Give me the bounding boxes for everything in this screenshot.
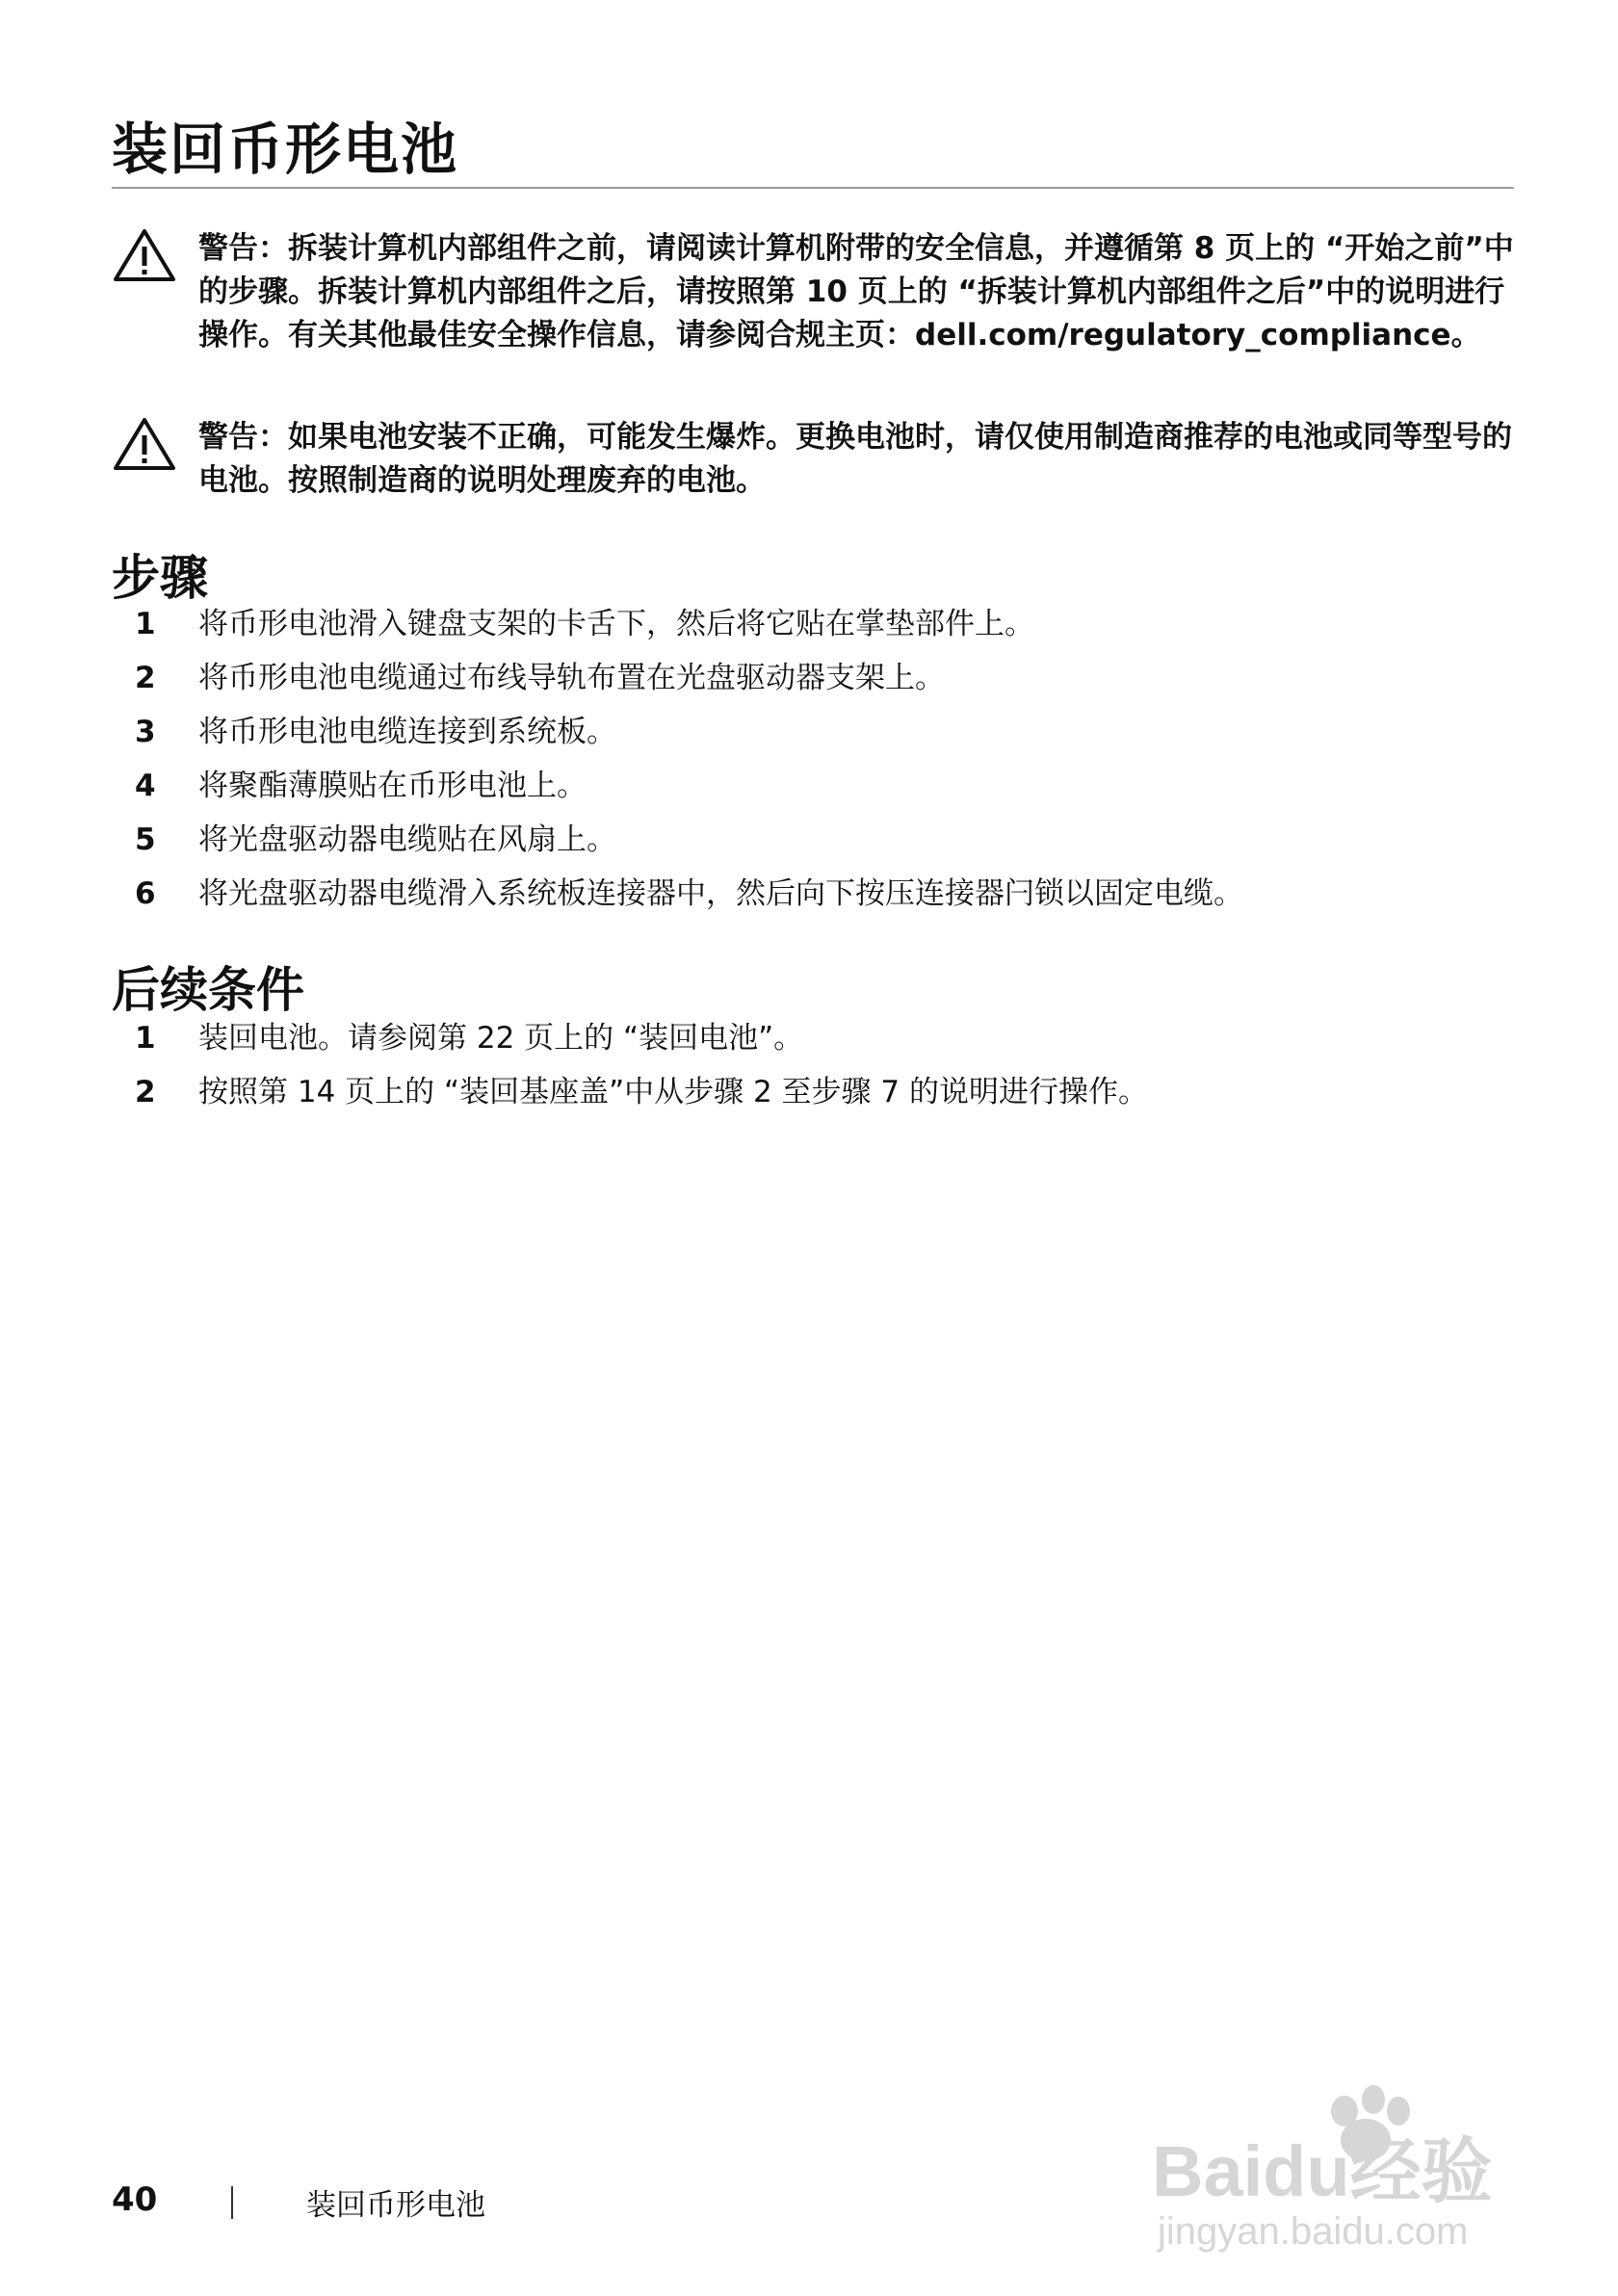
list-item <box>112 1019 1514 1073</box>
step-number: 5 <box>135 822 156 857</box>
step-number: 1 <box>135 607 156 641</box>
list-item <box>112 605 1514 659</box>
procedure-heading: 步骤 <box>112 550 208 606</box>
step-number: 1 <box>135 1021 156 1056</box>
step-text: 将光盘驱动器电缆贴在风扇上。 <box>198 822 616 857</box>
warning-triangle-icon <box>112 227 177 283</box>
step-number: 3 <box>135 715 156 749</box>
step-number: 2 <box>135 661 156 695</box>
list-item <box>112 713 1514 767</box>
watermark-url: jingyan.baidu.com <box>1158 2210 1469 2253</box>
title-divider <box>112 187 1514 189</box>
watermark-brand: Baidu经验 <box>1152 2131 1493 2211</box>
list-item <box>112 821 1514 874</box>
procedure-steps <box>112 605 1514 928</box>
baidu-watermark-logo <box>1152 2061 1537 2254</box>
step-number: 6 <box>135 876 156 911</box>
page-title: 装回币形电池 <box>112 117 459 182</box>
list-item <box>112 659 1514 713</box>
step-number: 2 <box>135 1075 156 1109</box>
footer-section-title: 装回币形电池 <box>306 2188 485 2223</box>
postrequisites-heading: 后续条件 <box>112 962 304 1018</box>
page-number: 40 <box>112 2180 158 2219</box>
warning-triangle-icon <box>112 416 177 472</box>
warning-text: 警告：如果电池安装不正确，可能发生爆炸。更换电池时，请仅使用制造商推荐的电池或同等型号的电池。按照制造商的说明处理废弃的电池。 <box>198 420 1512 498</box>
step-text: 按照第 14 页上的 “装回基座盖”中从步骤 2 至步骤 7 的说明进行操作。 <box>198 1075 1148 1109</box>
step-text: 将币形电池电缆连接到系统板。 <box>198 715 616 749</box>
step-text: 将聚酯薄膜贴在币形电池上。 <box>198 769 587 803</box>
list-item <box>112 874 1514 928</box>
step-text: 装回电池。请参阅第 22 页上的 “装回电池”。 <box>198 1021 804 1056</box>
step-number: 4 <box>135 769 156 803</box>
list-item <box>112 767 1514 821</box>
warning-text: 警告：拆装计算机内部组件之前，请阅读计算机附带的安全信息，并遵循第 8 页上的 “开始之前”中的步骤。拆装计算机内部组件之后，请按照第 10 页上的 “拆装计算机内部组件之后”中的说明进行操作。有关其他最佳安全操作信息，请参阅合规主页：dell.com/regulatory_compliance。 <box>198 231 1514 352</box>
step-text: 将币形电池滑入键盘支架的卡舌下，然后将它贴在掌垫部件上。 <box>198 607 1034 641</box>
footer-divider <box>231 2186 233 2219</box>
list-item <box>112 1073 1514 1127</box>
step-text: 将光盘驱动器电缆滑入系统板连接器中，然后向下按压连接器闩锁以固定电缆。 <box>198 876 1243 911</box>
step-text: 将币形电池电缆通过布线导轨布置在光盘驱动器支架上。 <box>198 661 945 695</box>
postrequisites-steps <box>112 1019 1514 1127</box>
